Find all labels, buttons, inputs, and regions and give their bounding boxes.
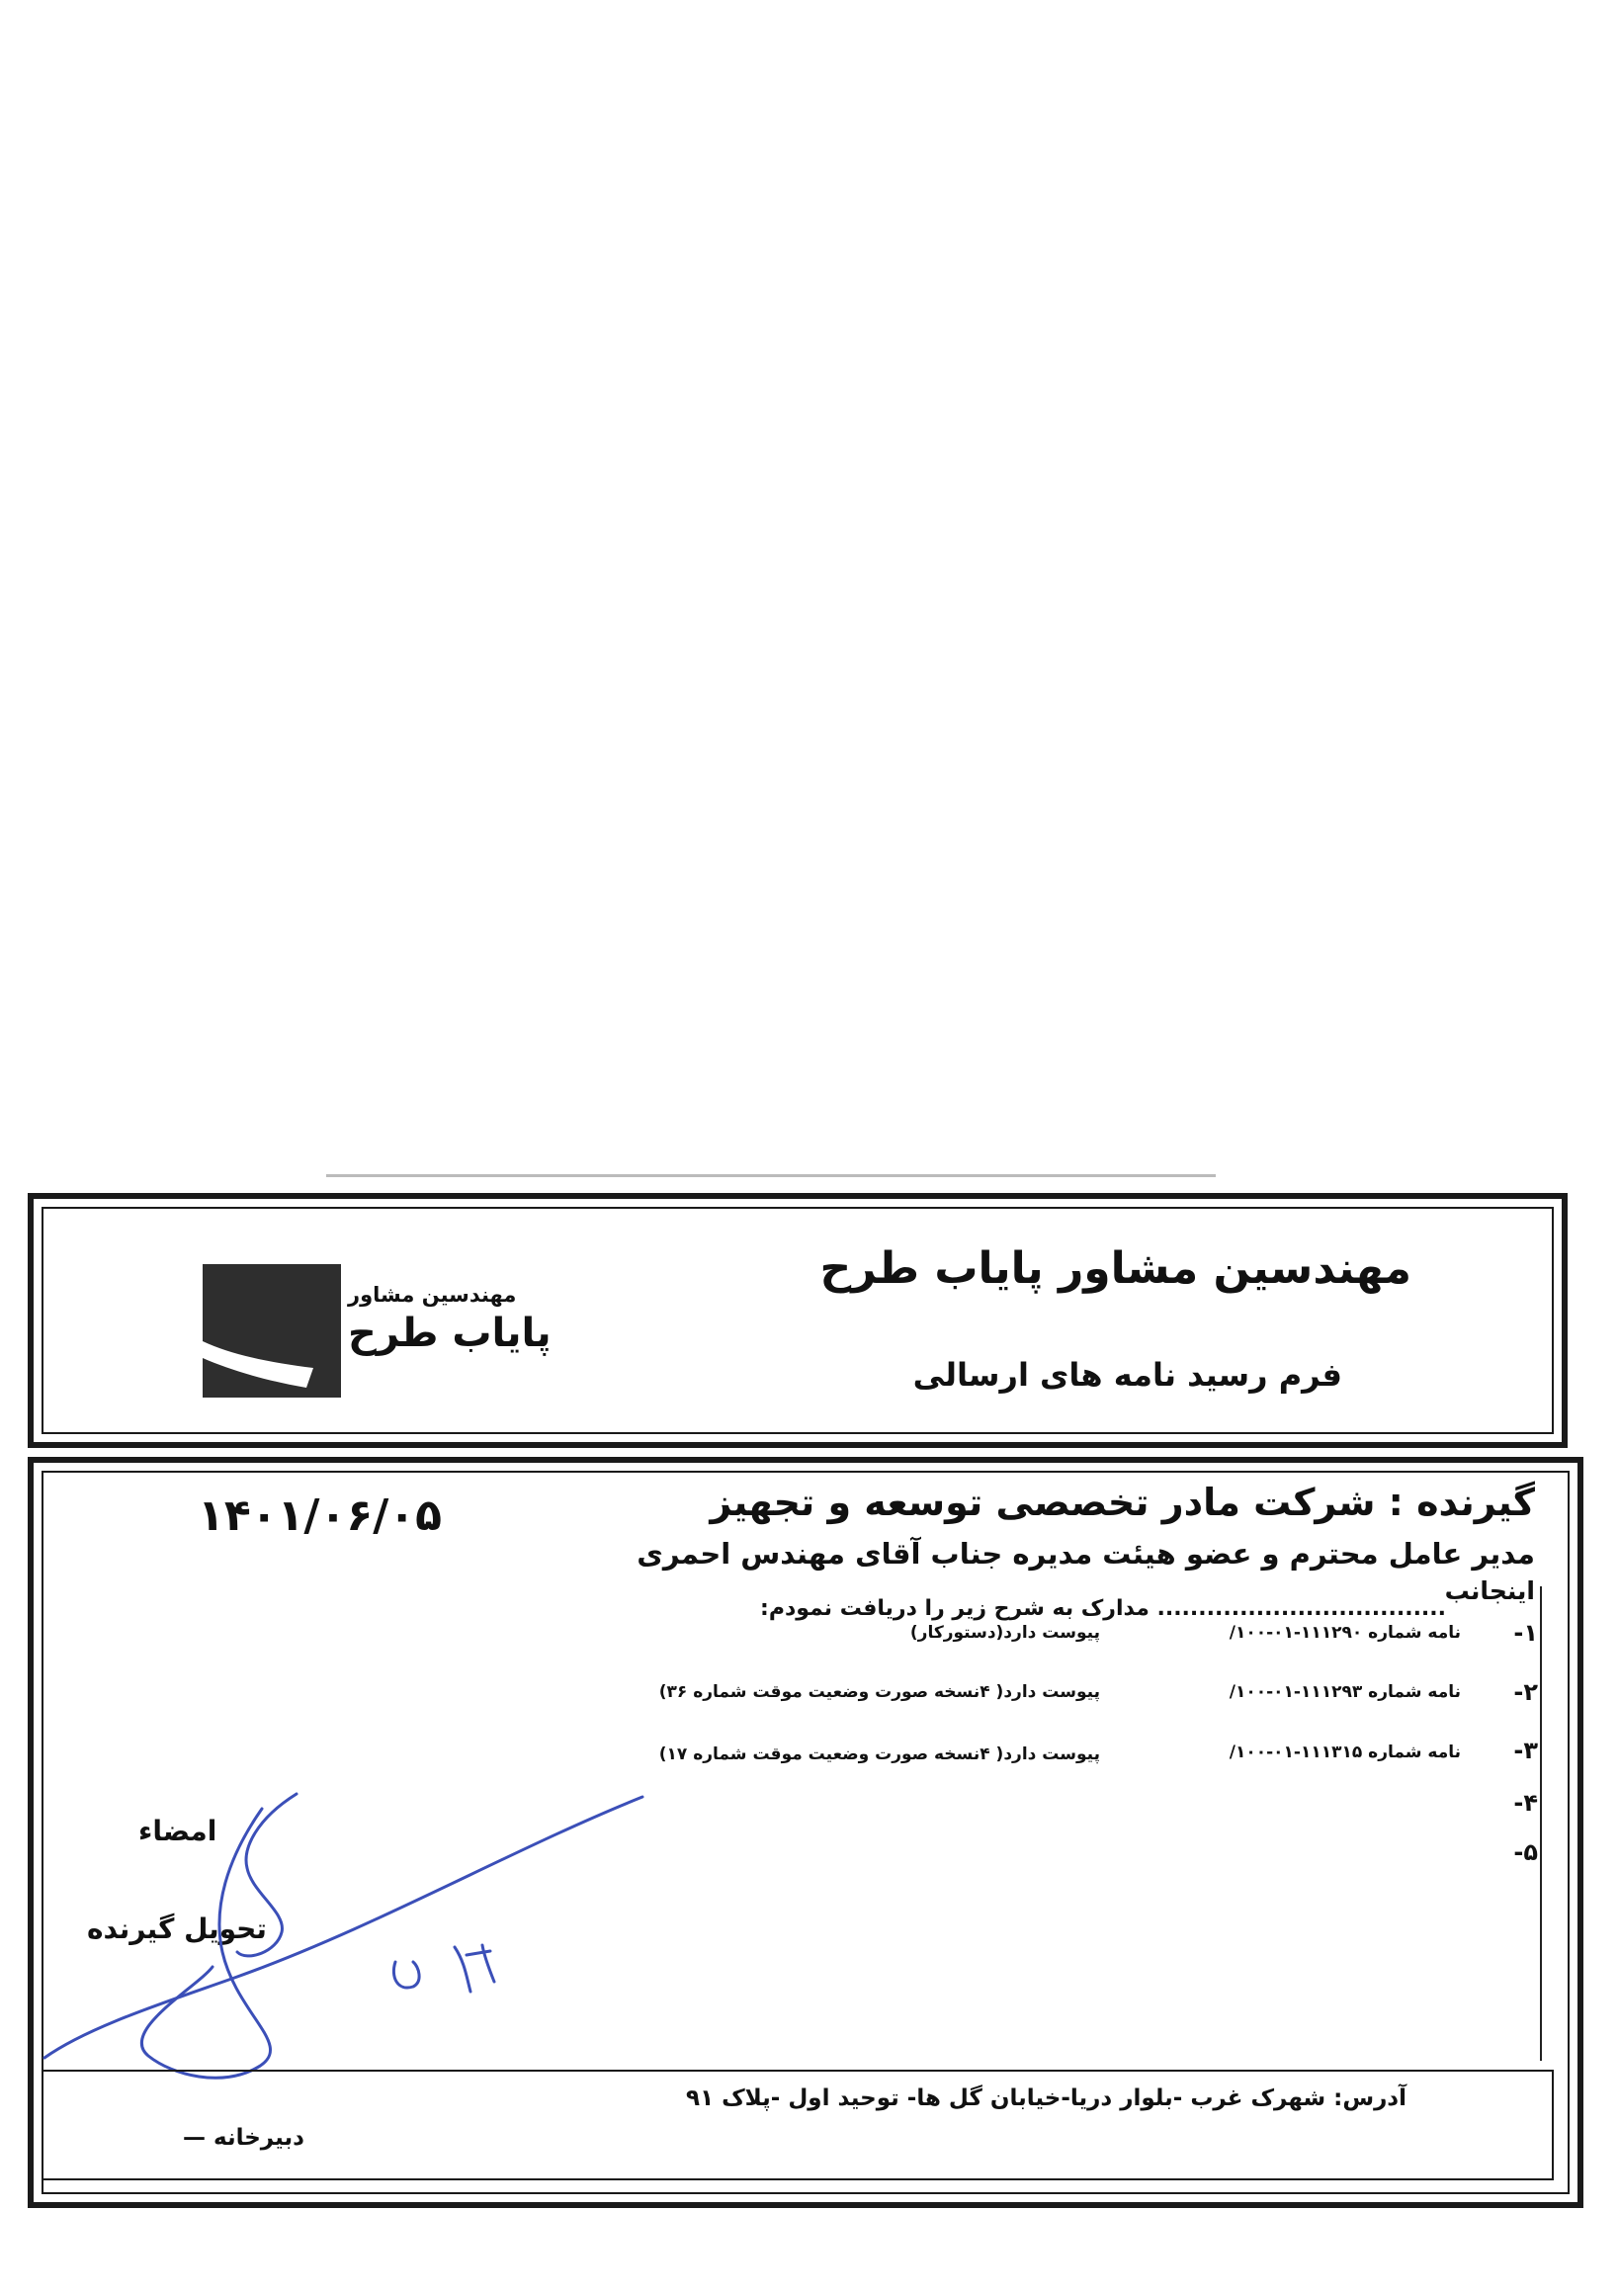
item-letter-ref: نامه شماره ۱۱۱۲۹۳-۰۱-۱۰۰/ (1229, 1682, 1461, 1702)
item-number: ۳- (1513, 1737, 1538, 1764)
intro-word: اینجانب (1444, 1576, 1535, 1605)
company-name: مهندسین مشاور پایاب طرح (819, 1243, 1411, 1294)
item-number: ۱- (1513, 1619, 1538, 1647)
recipient-title-line: مدیر عامل محترم و عضو هیئت مدیره جناب آقای مهندس احمری (637, 1537, 1535, 1571)
item-attachment: پیوست دارد( ۴نسخه صورت وضعیت موقت شماره ۱۷) (658, 1744, 1100, 1764)
logo-caption-small: مهندسین مشاور (348, 1283, 517, 1307)
deliverer-label: تحویل گیرنده (87, 1913, 267, 1945)
received-statement: ................................... مدارک به شرح زیر را دریافت نمودم: (760, 1596, 1446, 1621)
logo-caption-big: پایاب طرح (348, 1311, 552, 1356)
form-title: فرم رسید نامه های ارسالی (912, 1356, 1342, 1394)
address-line: آدرس: شهرک غرب -بلوار دریا-خیابان گل ها- توحید اول -پلاک ۹۱ (686, 2085, 1406, 2111)
item-letter-ref: نامه شماره ۱۱۱۳۱۵-۰۱-۱۰۰/ (1229, 1743, 1461, 1762)
form-date: ۱۴۰۱/۰۶/۰۵ (198, 1490, 442, 1541)
item-number: ۲- (1513, 1678, 1538, 1706)
office-label: دبیرخانه — (183, 2125, 304, 2151)
item-letter-ref: نامه شماره ۱۱۱۲۹۰-۰۱-۱۰۰/ (1229, 1623, 1461, 1643)
item-number: ۴- (1513, 1789, 1538, 1817)
signature-label: امضاء (138, 1815, 217, 1847)
recipient-line: گیرنده : شرکت مادر تخصصی توسعه و تجهیز (710, 1481, 1535, 1524)
item-attachment: پیوست دارد( ۴نسخه صورت وضعیت موقت شماره ۳۶) (658, 1682, 1100, 1702)
item-number: ۵- (1513, 1838, 1538, 1866)
item-attachment: پیوست دارد(دستورکار) (909, 1623, 1100, 1643)
